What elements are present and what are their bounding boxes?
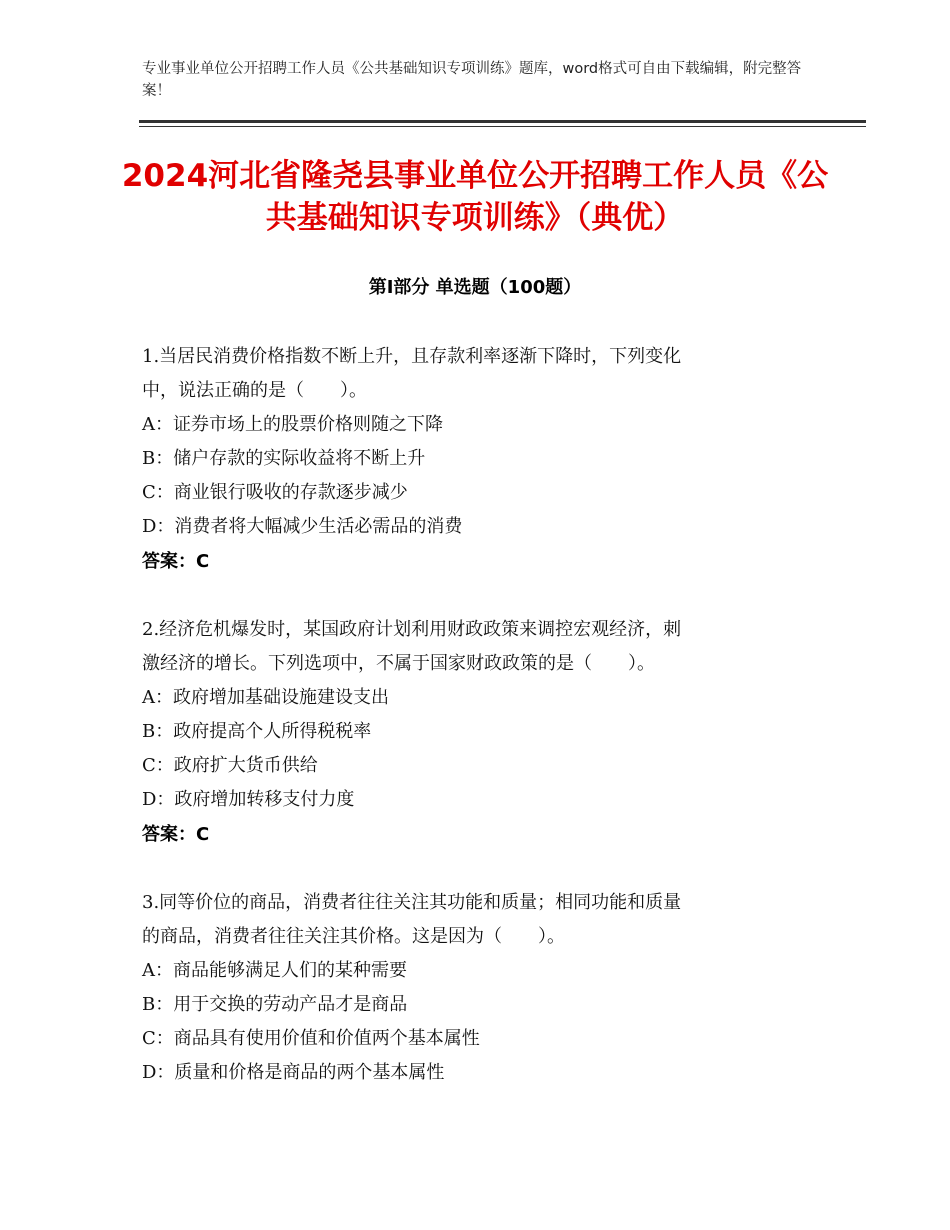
question-1-stem-line-1: 1.当居民消费价格指数不断上升，且存款利率逐渐下降时，下列变化 — [142, 346, 682, 367]
question-3-option-c: C：商品具有使用价值和价值两个基本属性 — [142, 1028, 480, 1049]
question-3-option-d: D：质量和价格是商品的两个基本属性 — [142, 1062, 445, 1083]
question-3-option-b: B：用于交换的劳动产品才是商品 — [142, 994, 408, 1015]
question-3-stem-line-2: 的商品，消费者往往关注其价格。这是因为（ ）。 — [142, 926, 565, 947]
question-1-option-b: B：储户存款的实际收益将不断上升 — [142, 448, 426, 469]
document-title: 2024河北省隆尧县事业单位公开招聘工作人员《公共基础知识专项训练》（典优） — [121, 158, 829, 236]
question-2-option-b: B：政府提高个人所得税税率 — [142, 721, 372, 742]
section-heading: 第Ⅰ部分 单选题（100题） — [368, 277, 582, 298]
question-1-option-a: A：证券市场上的股票价格则随之下降 — [142, 414, 443, 435]
question-3-stem — [142, 886, 807, 954]
question-2-option-a: A：政府增加基础设施建设支出 — [142, 687, 389, 708]
question-3-stem-line-1: 3.同等价位的商品，消费者往往关注其功能和质量；相同功能和质量 — [142, 892, 682, 913]
header-divider-thick — [139, 120, 866, 123]
question-1-answer: 答案：C — [142, 551, 210, 572]
question-1-stem-line-2: 中，说法正确的是（ ）。 — [142, 380, 367, 401]
question-1-option-c: C：商业银行吸收的存款逐步减少 — [142, 482, 408, 503]
question-3-option-a: A：商品能够满足人们的某种需要 — [142, 960, 407, 981]
question-2-stem-line-2: 激经济的增长。下列选项中，不属于国家财政政策的是（ ）。 — [142, 653, 655, 674]
question-2-option-d: D：政府增加转移支付力度 — [142, 789, 355, 810]
question-1-option-d: D：消费者将大幅减少生活必需品的消费 — [142, 516, 463, 537]
header-note: 专业事业单位公开招聘工作人员《公共基础知识专项训练》题库，word格式可自由下载编辑，附完整答案！ — [142, 61, 802, 99]
header-divider-thin — [139, 126, 866, 127]
question-2-option-c: C：政府扩大货币供给 — [142, 755, 318, 776]
question-2-stem — [142, 613, 807, 681]
question-2-answer: 答案：C — [142, 824, 210, 845]
question-1-stem — [142, 340, 807, 408]
question-2-stem-line-1: 2.经济危机爆发时，某国政府计划利用财政政策来调控宏观经济，刺 — [142, 619, 682, 640]
